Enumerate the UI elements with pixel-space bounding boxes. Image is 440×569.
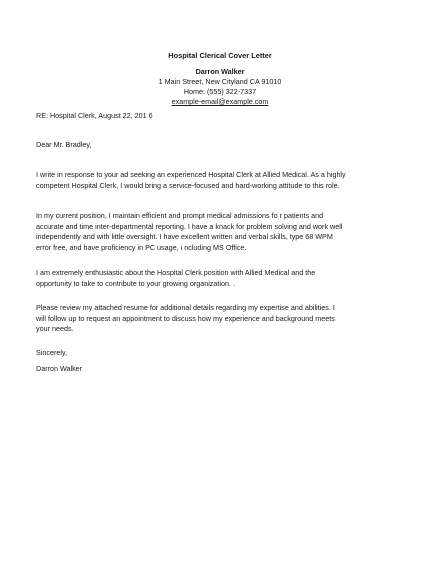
sender-block	[0, 67, 440, 107]
body-paragraph-2: In my current position, I maintain efficient and prompt medical admissions fo r patients and accurate and time inter-departmental reporting. I have a knack for problem solving and work well independently and with little oversight. I have excellent written and verbal skills, type 68 WPM error free, and have proficiency in PC usage, i ncluding MS Office.	[36, 211, 343, 252]
body-paragraph-1: I write in response to your ad seeking an experienced Hospital Clerk at Allied Medical. As a highly competent Hospital Clerk, I would bring a service-focused and hard-working attitude to this role.	[36, 170, 346, 190]
body-paragraph-4: Please review my attached resume for additional details regarding my expertise and abilities. I will follow up to request an appointment to discuss how my experience and background meets your needs.	[36, 303, 335, 334]
sender-email-link[interactable]: example-email@example.com	[171, 97, 269, 106]
signature-name: Darron Walker	[36, 364, 83, 373]
closing: Sincerely,	[36, 348, 68, 357]
document-title: Hospital Clerical Cover Letter	[168, 51, 272, 60]
sender-address: 1 Main Street, New Cityland CA 91010	[158, 77, 282, 86]
salutation: Dear Mr. Bradley,	[36, 140, 92, 149]
body-paragraph-3: I am extremely enthusiastic about the Hospital Clerk position with Allied Medical and the opportunity to take to contribute to your growing organization. .	[36, 268, 316, 288]
re-line: RE: Hospital Clerk, August 22, 201 6	[36, 111, 153, 120]
sender-phone: Home: (555) 322-7337	[183, 87, 257, 96]
sender-name: Darron Walker	[195, 67, 245, 76]
